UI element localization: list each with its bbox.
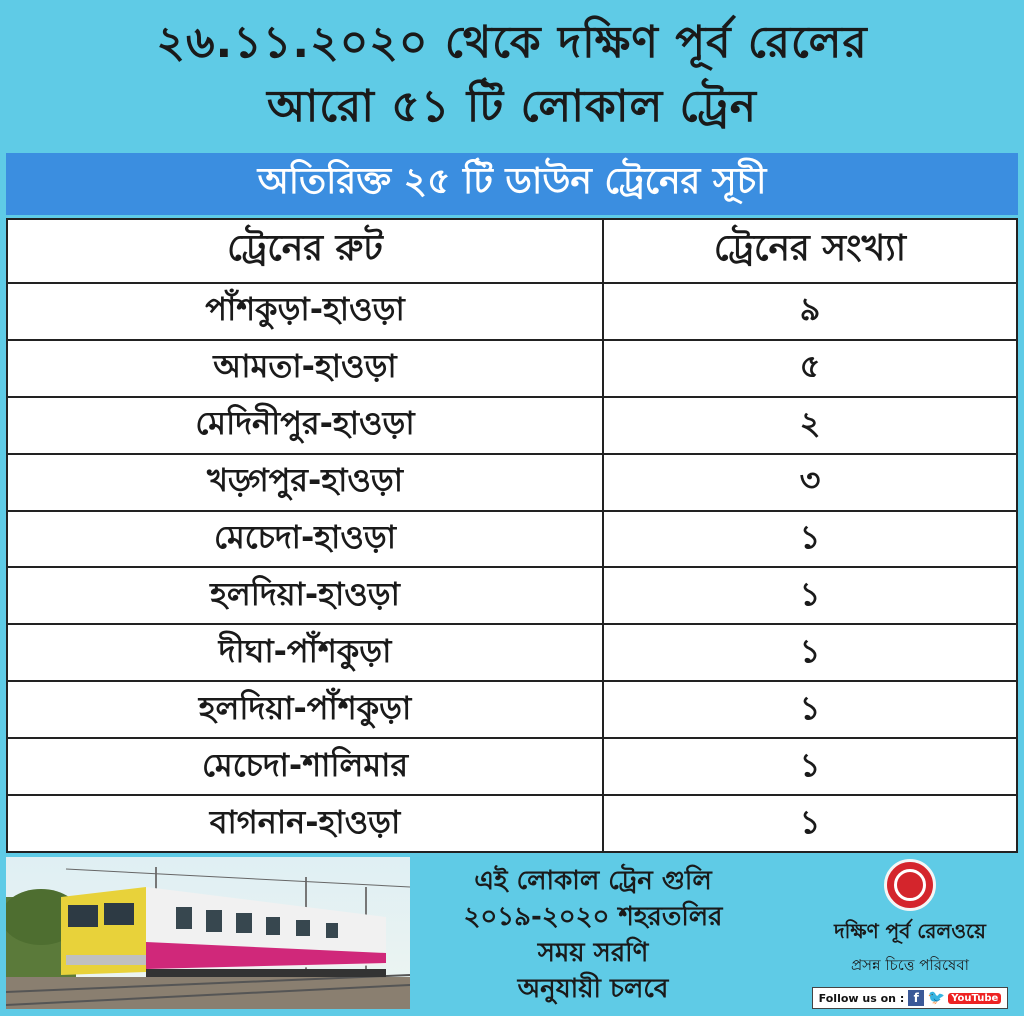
count-cell: ২ xyxy=(603,397,1017,454)
schedule-banner-text: অতিরিক্ত ২৫ টি ডাউন ট্রেনের সূচী xyxy=(257,161,767,202)
railway-brand xyxy=(800,859,1020,1009)
table-row xyxy=(7,454,1017,511)
route-cell: মেচেদা-শালিমার xyxy=(7,738,603,795)
route-cell: খড়্গপুর-হাওড়া xyxy=(7,454,603,511)
count-cell: ৫ xyxy=(603,340,1017,397)
facebook-icon[interactable]: f xyxy=(908,990,924,1006)
table-row xyxy=(7,795,1017,852)
footer-note xyxy=(418,863,768,1007)
table-row xyxy=(7,397,1017,454)
table-row xyxy=(7,567,1017,624)
count-cell: ১ xyxy=(603,738,1017,795)
social-follow xyxy=(812,987,1009,1009)
footer-note-line2: ২০১৯-২০২০ শহরতলির xyxy=(463,902,723,932)
schedule-banner xyxy=(6,153,1018,215)
route-cell: বাগনান-হাওড়া xyxy=(7,795,603,852)
table-row xyxy=(7,511,1017,568)
train-photo xyxy=(6,857,410,1009)
count-cell: ৯ xyxy=(603,283,1017,340)
route-cell: হলদিয়া-পাঁশকুড়া xyxy=(7,681,603,738)
table-row xyxy=(7,681,1017,738)
table-header-row xyxy=(7,219,1017,283)
header-title-line2: আরো ৫১ টি লোকাল ট্রেন xyxy=(267,81,757,132)
count-cell: ১ xyxy=(603,795,1017,852)
column-header-count: ট্রেনের সংখ্যা xyxy=(603,219,1017,283)
twitter-icon[interactable]: 🐦 xyxy=(927,990,945,1006)
count-cell: ৩ xyxy=(603,454,1017,511)
railway-logo xyxy=(884,859,936,911)
footer-note-line1: এই লোকাল ট্রেন গুলি xyxy=(474,866,712,896)
count-cell: ১ xyxy=(603,567,1017,624)
follow-label: Follow us on : xyxy=(818,991,905,1005)
footer-note-line4: অনুযায়ী চলবে xyxy=(517,974,669,1004)
page-footer xyxy=(0,853,1024,1016)
train-table xyxy=(6,218,1018,853)
youtube-icon[interactable]: YouTube xyxy=(948,993,1001,1004)
brand-name: দক্ষিণ পূর্ব রেলওয়ে xyxy=(834,919,986,943)
column-header-route: ট্রেনের রুট xyxy=(7,219,603,283)
count-cell: ১ xyxy=(603,681,1017,738)
table-row xyxy=(7,624,1017,681)
page-header xyxy=(0,0,1024,150)
route-cell: দীঘা-পাঁশকুড়া xyxy=(7,624,603,681)
brand-tagline: প্রসন্ন চিত্তে পরিষেবা xyxy=(850,956,970,974)
route-cell: মেদিনীপুর-হাওড়া xyxy=(7,397,603,454)
route-cell: আমতা-হাওড়া xyxy=(7,340,603,397)
table-row xyxy=(7,340,1017,397)
table-row xyxy=(7,283,1017,340)
table-row xyxy=(7,738,1017,795)
route-cell: হলদিয়া-হাওড়া xyxy=(7,567,603,624)
count-cell: ১ xyxy=(603,511,1017,568)
route-cell: মেচেদা-হাওড়া xyxy=(7,511,603,568)
route-cell: পাঁশকুড়া-হাওড়া xyxy=(7,283,603,340)
header-title-line1: ২৬.১১.২০২০ থেকে দক্ষিণ পূর্ব রেলের xyxy=(156,17,868,68)
count-cell: ১ xyxy=(603,624,1017,681)
footer-note-line3: সময় সরণি xyxy=(537,938,649,968)
